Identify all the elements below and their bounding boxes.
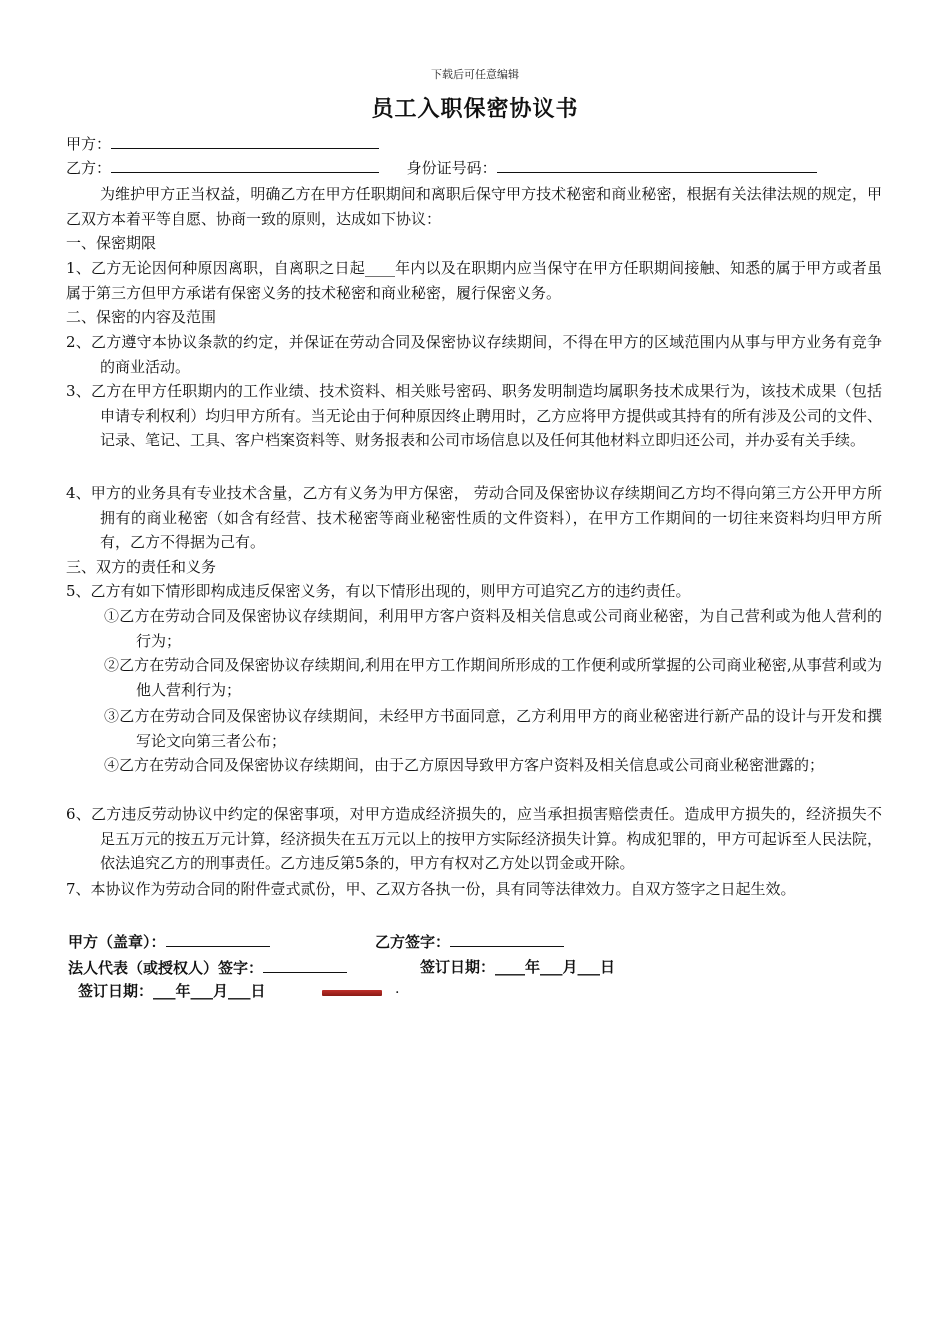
- party-b-label: 乙方：: [66, 159, 112, 177]
- document-title: 员工入职保密协议书: [371, 96, 579, 122]
- party-b-line: [66, 156, 817, 180]
- header-note: 下载后可任意编辑: [431, 68, 519, 81]
- legal-rep-label: 法人代表（或授权人）签字：: [68, 959, 264, 977]
- clause-5-item-2: ②乙方在劳动合同及保密协议存续期间,利用在甲方工作期间所形成的工作便利或所掌握的公司商业秘密,从事营利或为他人营利行为；: [104, 656, 882, 699]
- clause-5: 5、乙方有如下情形即构成违反保密义务，有以下情形出现的，则甲方可追究乙方的违约责任。: [66, 582, 691, 600]
- sign-date-right: 签订日期：____年___月___日: [420, 958, 616, 976]
- clause-6: 6、乙方违反劳动协议中约定的保密事项，对甲方造成经济损失的，应当承担损害赔偿责任。造成甲方损失的，经济损失不足五万元的按五万元计算，经济损失在五万元以上的按甲方实际经济损失计算。构成犯罪的，甲方可起诉至人民法院，依法追究乙方的刑事责任。乙方违反第5条的，甲方有权对乙方处以罚金或开除。: [66, 805, 882, 872]
- clause-5-item-4: ④乙方在劳动合同及保密协议存续期间，由于乙方原因导致甲方客户资料及相关信息或公司商业秘密泄露的；: [104, 756, 825, 774]
- clause-1: 1、乙方无论因何种原因离职，自离职之日起____年内以及在职期内应当保守在甲方任职期间接触、知悉的属于甲方或者虽属于第三方但甲方承诺有保密义务的技术秘密和商业秘密，履行保密义务。: [66, 259, 882, 302]
- clause-3: 3、乙方在甲方任职期内的工作业绩、技术资料、相关账号密码、职务发明制造均属职务技术成果行为，该技术成果（包括申请专利权利）均归甲方所有。当无论由于何种原因终止聘用时，乙方应将甲方提供或其持有的所有涉及公司的文件、记录、笔记、工具、客户档案资料等、财务报表和公司市场信息以及任何其他材料立即归还公司，并办妥有关手续。: [66, 382, 882, 449]
- clause-2: 2、乙方遵守本协议条款的约定，并保证在劳动合同及保密协议存续期间，不得在甲方的区域范围内从事与甲方业务有竞争的商业活动。: [66, 333, 882, 376]
- party-a-line: [66, 132, 379, 156]
- legal-rep-line: [68, 956, 347, 978]
- party-b-blank[interactable]: [111, 156, 379, 173]
- party-a-seal-label: 甲方（盖章）：: [68, 933, 166, 951]
- clause-7: 7、本协议作为劳动合同的附件壹式贰份，甲、乙双方各执一份，具有同等法律效力。自双方签字之日起生效。: [66, 880, 796, 898]
- section-2-heading: 二、保密的内容及范围: [66, 308, 217, 326]
- id-number-blank[interactable]: [497, 156, 817, 173]
- party-a-label: 甲方：: [66, 135, 112, 153]
- sign-date-left: 签订日期：___年___月___日: [78, 982, 266, 1000]
- section-1-heading: 一、保密期限: [66, 234, 157, 252]
- party-b-sign-line: [375, 930, 564, 952]
- clause-5-item-3: ③乙方在劳动合同及保密协议存续期间，未经甲方书面同意，乙方利用甲方的商业秘密进行新产品的设计与开发和撰写论文向第三者公布；: [104, 707, 882, 750]
- party-a-blank[interactable]: [111, 132, 379, 149]
- clause-4: 4、甲方的业务具有专业技术含量，乙方有义务为甲方保密， 劳动合同及保密协议存续期间乙方均不得向第三方公开甲方所拥有的商业秘密（如含有经营、技术秘密等商业秘密性质的文件资料），在甲方工作期间的一切往来资料均归甲方所有，乙方不得据为己有。: [66, 484, 882, 551]
- party-a-seal-blank[interactable]: [166, 930, 270, 947]
- trailing-dot: .: [395, 981, 400, 997]
- id-number-label: 身份证号码：: [406, 159, 497, 177]
- party-a-seal-line: [68, 930, 270, 952]
- red-seal-mark: [322, 990, 382, 996]
- intro-paragraph: 为维护甲方正当权益，明确乙方在甲方任职期间和离职后保守甲方技术秘密和商业秘密，根据有关法律法规的规定，甲乙双方本着平等自愿、协商一致的原则，达成如下协议：: [66, 185, 882, 228]
- legal-rep-blank[interactable]: [263, 956, 347, 973]
- section-3-heading: 三、双方的责任和义务: [66, 558, 217, 576]
- party-b-sign-label: 乙方签字：: [375, 933, 451, 951]
- party-b-sign-blank[interactable]: [450, 930, 564, 947]
- clause-5-item-1: ①乙方在劳动合同及保密协议存续期间，利用甲方客户资料及相关信息或公司商业秘密，为自己营利或为他人营利的行为；: [104, 607, 882, 650]
